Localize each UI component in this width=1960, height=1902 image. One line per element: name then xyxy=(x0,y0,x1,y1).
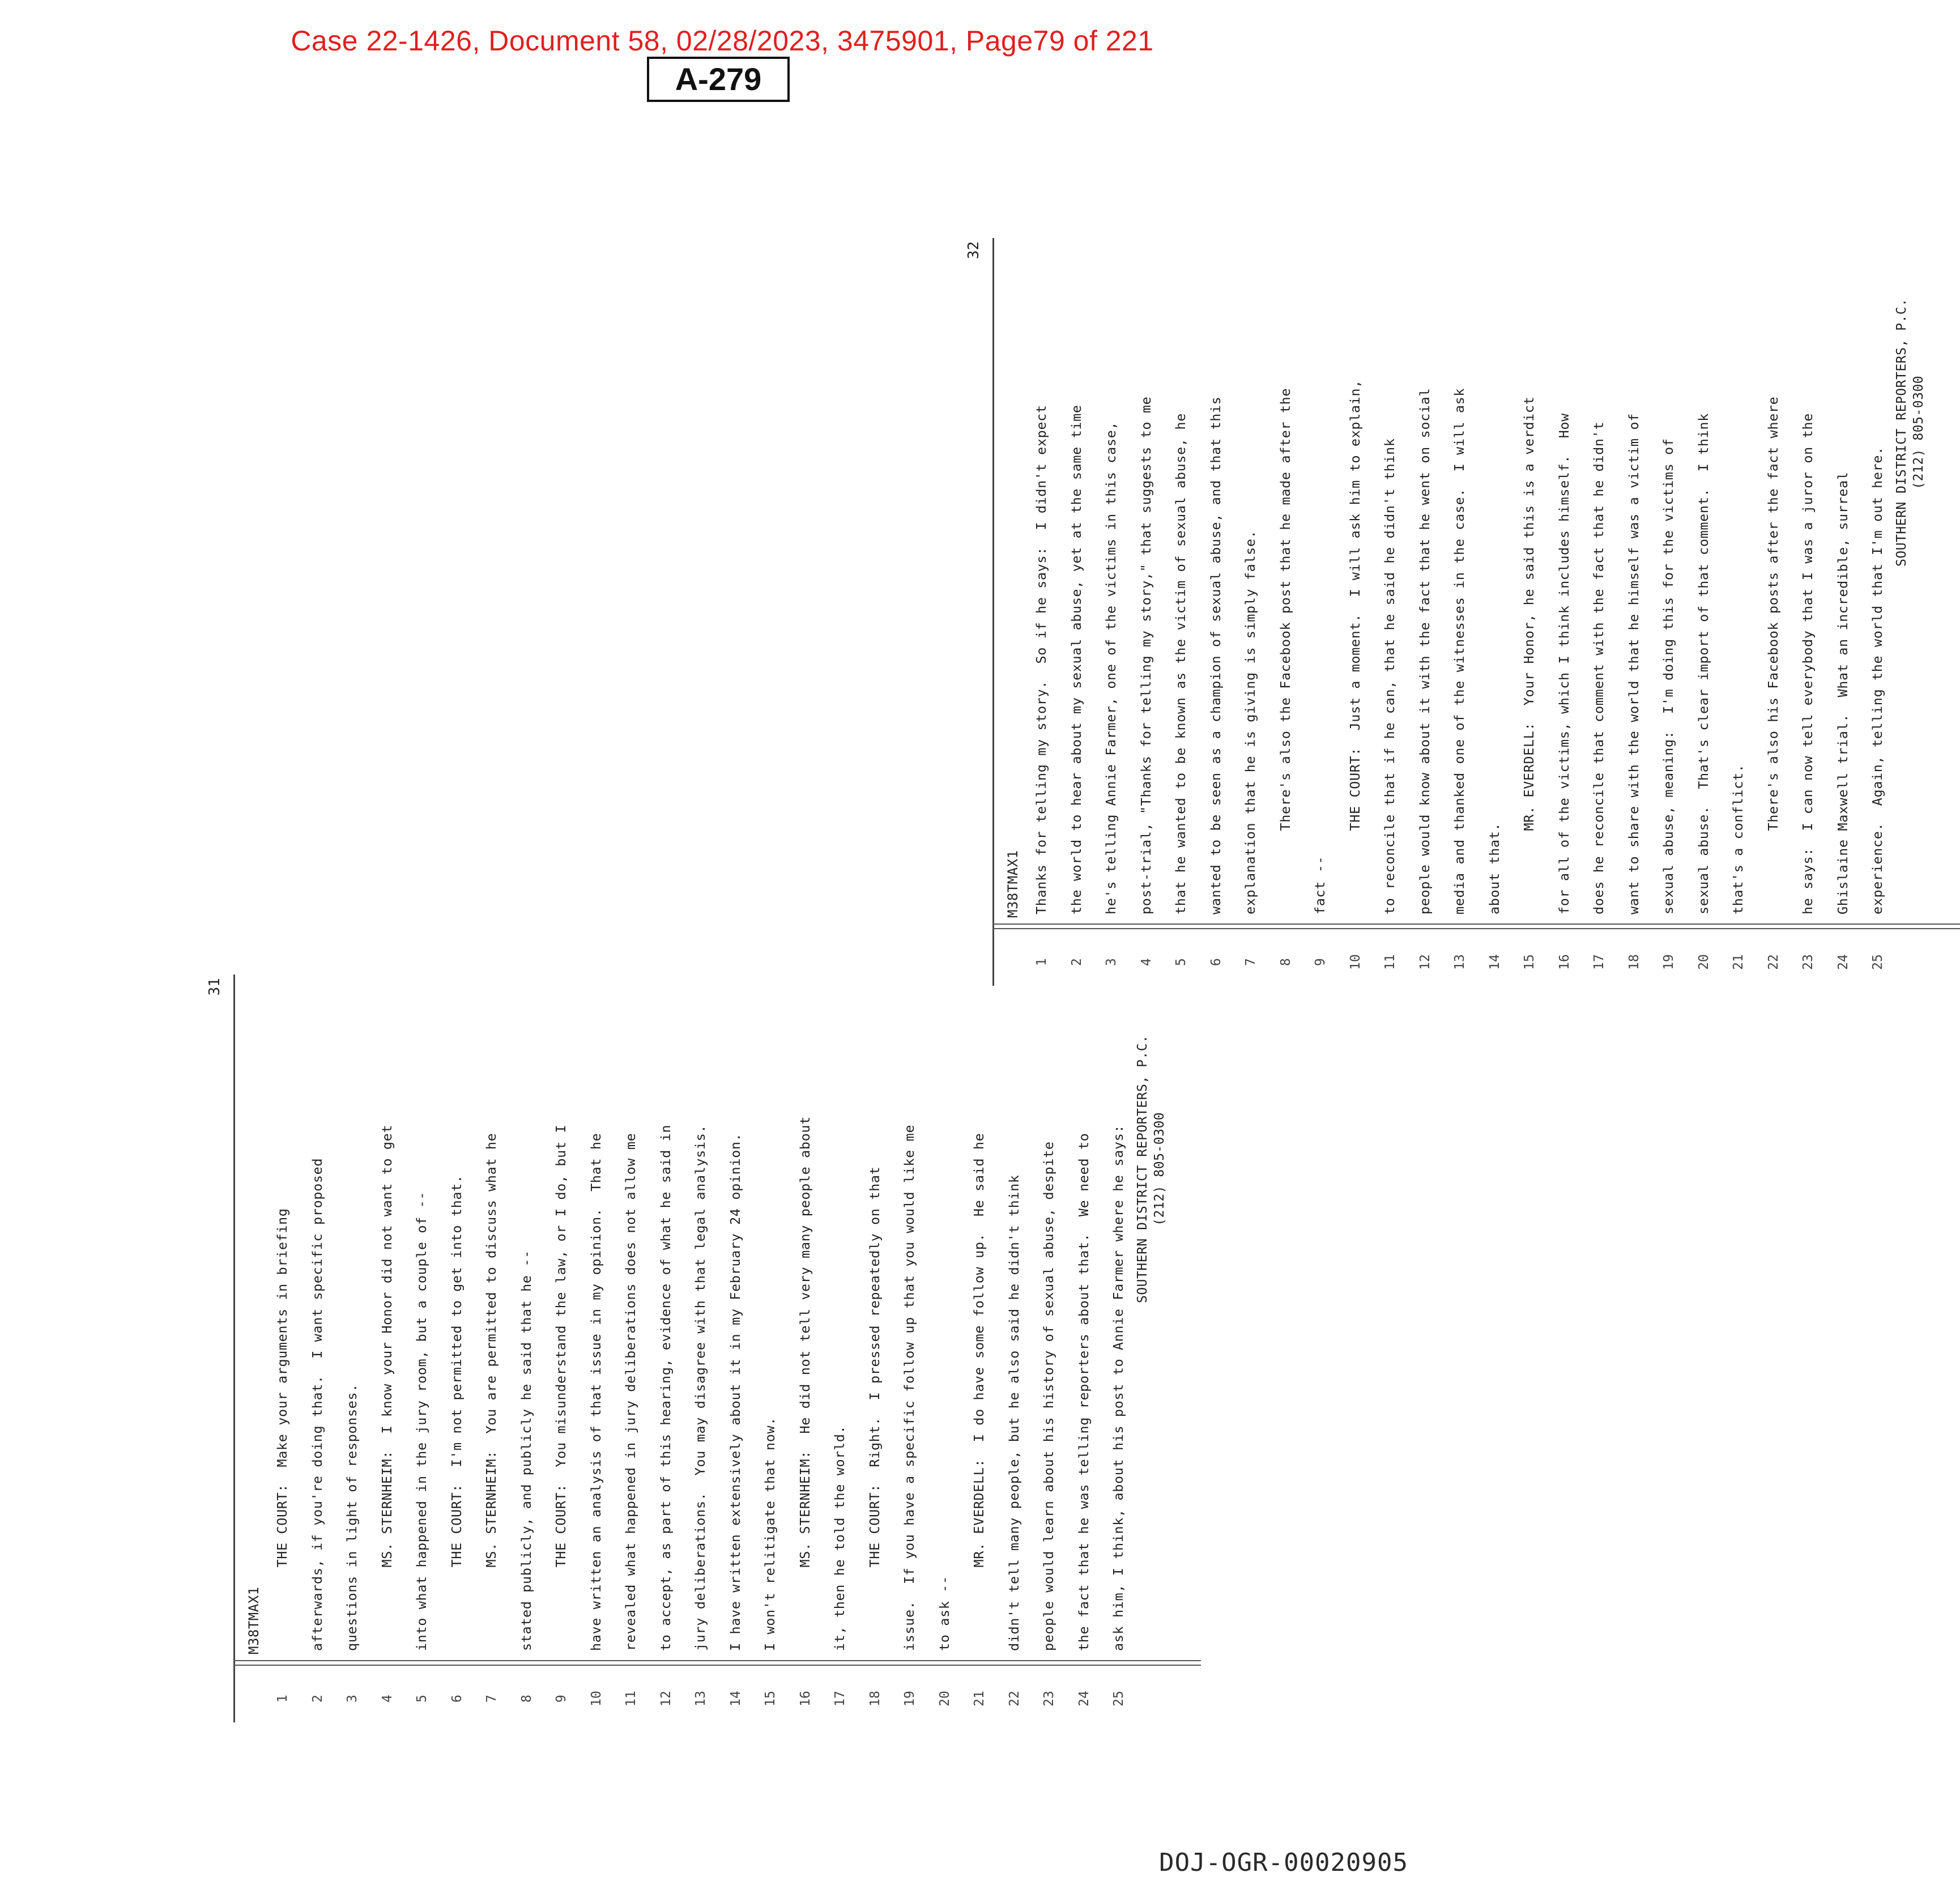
exhibit-label: A-279 xyxy=(647,57,790,102)
transcript-line xyxy=(1408,238,1443,986)
line-text: it, then he told the world. xyxy=(832,1425,847,1651)
line-text: MS. STERNHEIM: He did not tell very many people about xyxy=(796,1116,813,1651)
page-number: 31 xyxy=(206,978,223,996)
line-number: 23 xyxy=(1801,954,1816,970)
line-text: jury deliberations. You may disagree with that legal analysis. xyxy=(692,1124,708,1651)
transcript-line xyxy=(1826,238,1861,986)
line-number: 16 xyxy=(798,1691,813,1707)
line-text: post-trial, "Thanks for telling my story," that suggests to me xyxy=(1137,396,1154,914)
transcript-line xyxy=(1059,238,1094,986)
transcript-line xyxy=(1791,238,1826,986)
line-text: afterwards, if you're doing that. I want specific proposed xyxy=(309,1158,325,1651)
line-text: people would know about it with the fact that he went on social xyxy=(1416,388,1433,914)
line-text: MR. EVERDELL: Your Honor, he said this is a verdict xyxy=(1521,396,1537,914)
line-text: MR. EVERDELL: I do have some follow up. He said he xyxy=(971,1133,987,1651)
line-text: MS. STERNHEIM: I know your Honor did not want to get xyxy=(378,1124,395,1651)
line-number: 5 xyxy=(415,1695,429,1703)
transcript-line xyxy=(858,975,893,1722)
transcript-page-31 xyxy=(204,975,1201,1722)
line-number: 25 xyxy=(1111,1691,1126,1707)
transcript-line xyxy=(335,975,370,1722)
line-text: he says: I can now tell everybody that I was a juror on the xyxy=(1800,413,1816,914)
transcript-line xyxy=(1721,238,1756,986)
transcript-line xyxy=(300,975,335,1722)
line-text: THE COURT: Just a moment. I will ask him to explain, xyxy=(1347,380,1363,914)
line-number: 22 xyxy=(1766,954,1781,970)
transcript-line xyxy=(718,975,753,1722)
bates-number: DOJ-OGR-00020905 xyxy=(1159,1848,1408,1877)
line-text: THE COURT: Right. I pressed repeatedly on that xyxy=(866,1166,883,1651)
transcript-line xyxy=(613,975,649,1722)
line-number: 20 xyxy=(937,1691,952,1707)
line-text: revealed what happened in jury deliberations does not allow me xyxy=(623,1133,638,1651)
line-number: 11 xyxy=(624,1691,638,1707)
transcript-line xyxy=(544,975,579,1722)
line-text: media and thanked one of the witnesses in the case. I will ask xyxy=(1451,388,1467,914)
line-text: the world to hear about my sexual abuse, yet at the same time xyxy=(1068,405,1084,914)
line-text: fact -- xyxy=(1312,856,1328,914)
transcript-line xyxy=(1686,238,1722,986)
line-number: 5 xyxy=(1174,958,1188,966)
transcript-line xyxy=(1651,238,1686,986)
transcript-line xyxy=(1442,238,1477,986)
line-text: I have written extensively about it in my February 24 opinion. xyxy=(727,1133,743,1651)
line-text: sexual abuse. That's clear import of that comment. I think xyxy=(1695,413,1711,914)
line-text: have written an analysis of that issue in my opinion. That he xyxy=(587,1133,604,1651)
transcript-line xyxy=(579,975,614,1722)
transcript-line xyxy=(1233,238,1268,986)
transcript-line xyxy=(440,975,475,1722)
line-number: 6 xyxy=(449,1695,465,1703)
transcript-line xyxy=(1129,238,1164,986)
line-number: 2 xyxy=(310,1695,325,1703)
line-number: 23 xyxy=(1042,1691,1056,1707)
line-text: that he wanted to be known as the victim of sexual abuse, he xyxy=(1173,413,1188,914)
line-number: 17 xyxy=(1592,954,1607,970)
line-number: 4 xyxy=(1139,958,1154,966)
transcript-lines xyxy=(265,975,1136,1722)
line-number: 18 xyxy=(867,1691,883,1707)
transcript-line xyxy=(370,975,405,1722)
line-text: he's telling Annie Farmer, one of the victims in this case, xyxy=(1103,421,1119,914)
transcript-page-32 xyxy=(963,238,1960,986)
line-number: 3 xyxy=(1104,958,1119,966)
case-caption: M38TMAX1 xyxy=(246,1586,262,1654)
transcript-line xyxy=(1617,238,1652,986)
transcript-lines xyxy=(1024,238,1895,986)
transcript-line xyxy=(1477,238,1512,986)
reporter-name: SOUTHERN DISTRICT REPORTERS, P.C. xyxy=(1135,1035,1150,1303)
line-text: Ghislaine Maxwell trial. What an incredible, surreal xyxy=(1834,471,1851,914)
line-text: THE COURT: I'm not permitted to get into that. xyxy=(448,1175,465,1651)
transcript-line xyxy=(1067,975,1102,1722)
transcript-line xyxy=(823,975,858,1722)
line-number: 13 xyxy=(1452,954,1467,970)
line-number: 13 xyxy=(693,1691,708,1707)
transcript-line xyxy=(1268,238,1303,986)
line-text: the fact that he was telling reporters about that. We need to xyxy=(1075,1133,1092,1651)
line-number: 14 xyxy=(1487,954,1502,970)
line-text: sexual abuse, meaning: I'm doing this for the victims of xyxy=(1660,438,1676,914)
line-number: 4 xyxy=(380,1695,395,1703)
line-number: 20 xyxy=(1696,954,1711,970)
transcript-line xyxy=(997,975,1032,1722)
line-number: 7 xyxy=(484,1695,499,1703)
line-number: 21 xyxy=(972,1691,987,1707)
line-text: I won't relitigate that now. xyxy=(762,1417,778,1651)
line-text: didn't tell many people, but he also said he didn't think xyxy=(1005,1175,1022,1651)
transcript-line xyxy=(1582,238,1617,986)
transcript-line xyxy=(1373,238,1408,986)
line-text: to accept, as part of this hearing, evidence of what he said in xyxy=(657,1124,674,1651)
transcript-line xyxy=(683,975,718,1722)
transcript-line xyxy=(474,975,509,1722)
line-text: questions in light of responses. xyxy=(344,1384,360,1651)
line-number: 18 xyxy=(1626,954,1642,970)
line-number: 9 xyxy=(554,1695,569,1703)
line-text: to ask -- xyxy=(936,1576,952,1651)
transcript-line xyxy=(1094,238,1129,986)
line-number: 14 xyxy=(728,1691,743,1707)
transcript-line xyxy=(753,975,788,1722)
line-text: stated publicly, and publicly he said that he -- xyxy=(518,1250,534,1651)
line-number: 16 xyxy=(1557,954,1572,970)
line-text: There's also the Facebook post that he made after the xyxy=(1277,388,1293,914)
line-text: Thanks for telling my story. So if he says: I didn't expect xyxy=(1033,405,1049,914)
transcript-line xyxy=(927,975,962,1722)
line-text: for all of the victims, which I think includes himself. How xyxy=(1556,413,1572,914)
line-text: into what happened in the jury room, but a couple of -- xyxy=(414,1191,429,1651)
line-number: 15 xyxy=(763,1691,778,1707)
line-text: There's also his Facebook posts after the fact where xyxy=(1765,396,1781,914)
line-text: THE COURT: You misunderstand the law, or I do, but I xyxy=(553,1124,569,1651)
transcript-line xyxy=(962,975,997,1722)
line-number: 1 xyxy=(1034,958,1049,966)
line-number: 10 xyxy=(589,1691,604,1707)
reporter-name: SOUTHERN DISTRICT REPORTERS, P.C. xyxy=(1894,298,1909,567)
line-text: ask him, I think, about his post to Annie Farmer where he says: xyxy=(1110,1124,1126,1651)
transcript-line xyxy=(1199,238,1234,986)
line-number: 8 xyxy=(519,1695,534,1703)
line-text: issue. If you have a specific follow up that you would like me xyxy=(901,1124,917,1651)
transcript-line xyxy=(1303,238,1338,986)
line-number: 7 xyxy=(1243,958,1258,966)
line-number: 11 xyxy=(1383,954,1397,970)
line-number: 2 xyxy=(1069,958,1084,966)
transcript-line xyxy=(649,975,684,1722)
reporter-phone: (212) 805-0300 xyxy=(1152,1112,1167,1226)
top-rule xyxy=(992,238,994,986)
reporter-footer xyxy=(1134,1035,1168,1303)
line-text: to reconcile that if he can, that he said he didn't think xyxy=(1382,438,1397,914)
line-text: that's a conflict. xyxy=(1730,764,1746,914)
line-number: 19 xyxy=(902,1691,917,1707)
transcript-line xyxy=(265,975,300,1722)
line-number: 8 xyxy=(1278,958,1293,966)
reporter-phone: (212) 805-0300 xyxy=(1911,375,1926,490)
line-number: 24 xyxy=(1076,1691,1092,1707)
line-text: explanation that he is giving is simply false. xyxy=(1242,530,1258,914)
transcript-line xyxy=(1101,975,1136,1722)
transcript-line xyxy=(509,975,544,1722)
transcript-line xyxy=(1512,238,1547,986)
line-number: 15 xyxy=(1522,954,1537,970)
transcript-line xyxy=(1032,975,1067,1722)
line-text: experience. Again, telling the world that I'm out here. xyxy=(1869,446,1885,914)
line-number: 10 xyxy=(1348,954,1363,970)
transcript-line xyxy=(788,975,823,1722)
line-text: THE COURT: Make your arguments in briefing xyxy=(274,1208,290,1651)
line-number: 12 xyxy=(658,1691,674,1707)
line-number: 6 xyxy=(1208,958,1224,966)
line-number: 22 xyxy=(1007,1691,1022,1707)
case-caption: M38TMAX1 xyxy=(1005,850,1021,918)
line-text: MS. STERNHEIM: You are permitted to discuss what he xyxy=(483,1133,499,1651)
line-text: does he reconcile that comment with the fact that he didn't xyxy=(1591,421,1607,914)
line-number: 3 xyxy=(345,1695,360,1703)
line-number: 17 xyxy=(833,1691,847,1707)
transcript-line xyxy=(1024,238,1059,986)
page-number: 32 xyxy=(965,241,982,259)
transcript-line xyxy=(404,975,440,1722)
transcript-line xyxy=(892,975,927,1722)
line-number: 25 xyxy=(1870,954,1885,970)
line-number: 1 xyxy=(275,1695,290,1703)
line-text: wanted to be seen as a champion of sexual abuse, and that this xyxy=(1207,396,1224,914)
line-number: 9 xyxy=(1313,958,1328,966)
case-header-stamp: Case 22-1426, Document 58, 02/28/2023, 3475901, Page79 of 221 xyxy=(291,25,1154,57)
transcript-line xyxy=(1164,238,1199,986)
transcript-line xyxy=(1756,238,1791,986)
line-number: 24 xyxy=(1835,954,1851,970)
line-number: 21 xyxy=(1731,954,1746,970)
reporter-footer xyxy=(1893,299,1927,567)
line-number: 12 xyxy=(1417,954,1433,970)
top-rule xyxy=(233,975,235,1722)
line-text: about that. xyxy=(1486,822,1502,914)
transcript-line xyxy=(1338,238,1373,986)
transcript-line xyxy=(1547,238,1582,986)
line-text: want to share with the world that he himself was a victim of xyxy=(1625,413,1642,914)
transcript-line xyxy=(1860,238,1895,986)
line-number: 19 xyxy=(1661,954,1676,970)
line-text: people would learn about his history of sexual abuse, despite xyxy=(1041,1141,1056,1651)
